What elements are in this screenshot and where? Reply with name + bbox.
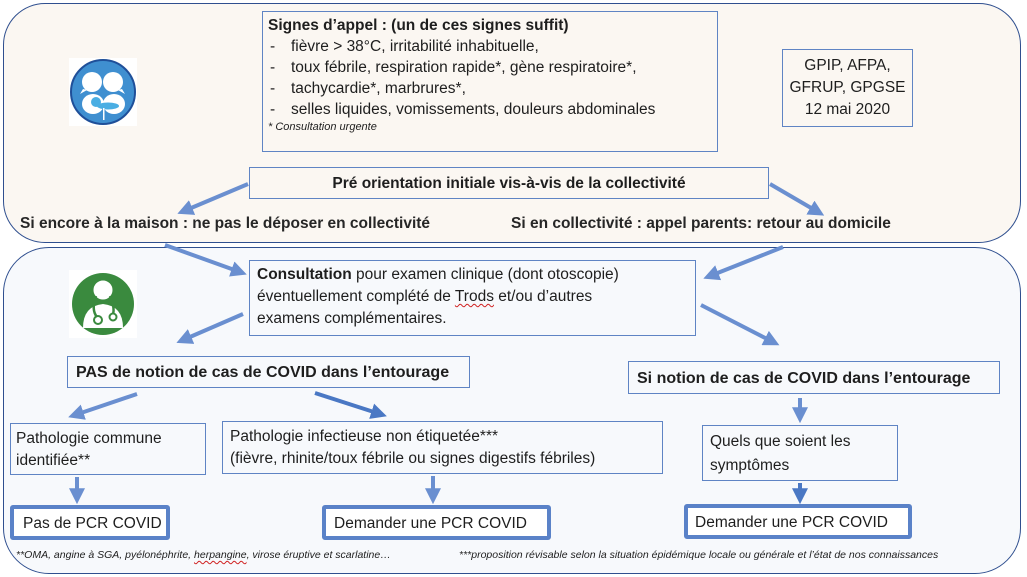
footnote-text: **OMA, angine à SGA, pyélonéphrite, bbox=[16, 549, 195, 561]
any-symptoms-text: Quels que soient les bbox=[710, 433, 851, 450]
infectious-pathology-text: (fièvre, rhinite/toux fébrile ou signes digestifs fébriles) bbox=[230, 450, 596, 467]
authors-line: GPIP, AFPA, bbox=[804, 57, 891, 74]
sign-item: - toux fébrile, respiration rapide*, gène respiratoire*, bbox=[268, 57, 717, 78]
pcr-covid-label: Demander une PCR COVID bbox=[695, 514, 888, 531]
herpangine-term: herpangine bbox=[194, 549, 247, 561]
doctor-stethoscope-icon bbox=[69, 270, 137, 338]
covid-contact-box bbox=[628, 361, 1000, 394]
authors-box bbox=[782, 49, 913, 127]
in-collectivity-label: Si en collectivité : appel parents: retour au domicile bbox=[511, 215, 891, 232]
no-pcr-label: Pas de PCR COVID bbox=[23, 515, 162, 532]
no-pcr-outcome-box bbox=[10, 505, 170, 540]
infectious-pathology-box bbox=[222, 421, 663, 474]
any-symptoms-text: symptômes bbox=[710, 457, 790, 474]
any-symptoms-box bbox=[702, 425, 898, 481]
sign-item: - fièvre > 38°C, irritabilité inhabituelle, bbox=[268, 36, 717, 57]
consultation-text: pour examen clinique (dont otoscopie) bbox=[351, 266, 619, 283]
common-pathology-text: identifiée** bbox=[16, 452, 91, 469]
urgent-note: * Consultation urgente bbox=[268, 121, 377, 133]
family-icon bbox=[69, 58, 137, 126]
sign-item: - tachycardie*, marbrures*, bbox=[268, 78, 717, 99]
footnote-revisable-proposal: ***proposition révisable selon la situation épidémique locale ou générale et l’état de nos connaissances bbox=[459, 549, 939, 561]
common-pathology-text: Pathologie commune bbox=[16, 430, 162, 447]
consultation-text: et/ou d’autres bbox=[493, 288, 593, 305]
consultation-text: éventuellement complété de bbox=[257, 288, 455, 305]
common-pathology-box bbox=[10, 423, 206, 475]
authors-line: GFRUP, GPGSE bbox=[789, 79, 906, 96]
warning-signs-box bbox=[262, 11, 718, 152]
publication-date: 12 mai 2020 bbox=[804, 101, 891, 118]
consultation-text: examens complémentaires. bbox=[257, 310, 447, 327]
pcr-infectious-label: Demander une PCR COVID bbox=[334, 515, 527, 532]
infectious-pathology-text: Pathologie infectieuse non étiquetée*** bbox=[230, 428, 499, 445]
pre-orientation-title: Pré orientation initiale vis-à-vis de la collectivité bbox=[332, 175, 686, 192]
no-covid-contact-box bbox=[67, 356, 470, 388]
consultation-bold: Consultation bbox=[257, 266, 352, 283]
covid-contact-label: Si notion de cas de COVID dans l’entourage bbox=[637, 370, 971, 387]
pcr-infectious-outcome-box bbox=[322, 505, 551, 540]
warning-signs-title: Signes d’appel : (un de ces signes suffit) bbox=[268, 17, 569, 34]
sign-item: - selles liquides, vomissements, douleurs abdominales bbox=[268, 99, 717, 120]
trods-term: Trods bbox=[454, 288, 494, 305]
pcr-covid-outcome-box bbox=[684, 504, 912, 539]
footnote-text: , virose éruptive et scarlatine… bbox=[246, 549, 391, 561]
warning-signs-list bbox=[268, 36, 717, 120]
no-covid-contact-label: PAS de notion de cas de COVID dans l’entourage bbox=[76, 364, 450, 381]
at-home-label: Si encore à la maison : ne pas le déposer en collectivité bbox=[20, 215, 431, 232]
consultation-box bbox=[249, 260, 696, 336]
pre-orientation-box bbox=[249, 167, 769, 199]
footnote-common-pathologies bbox=[16, 549, 391, 561]
